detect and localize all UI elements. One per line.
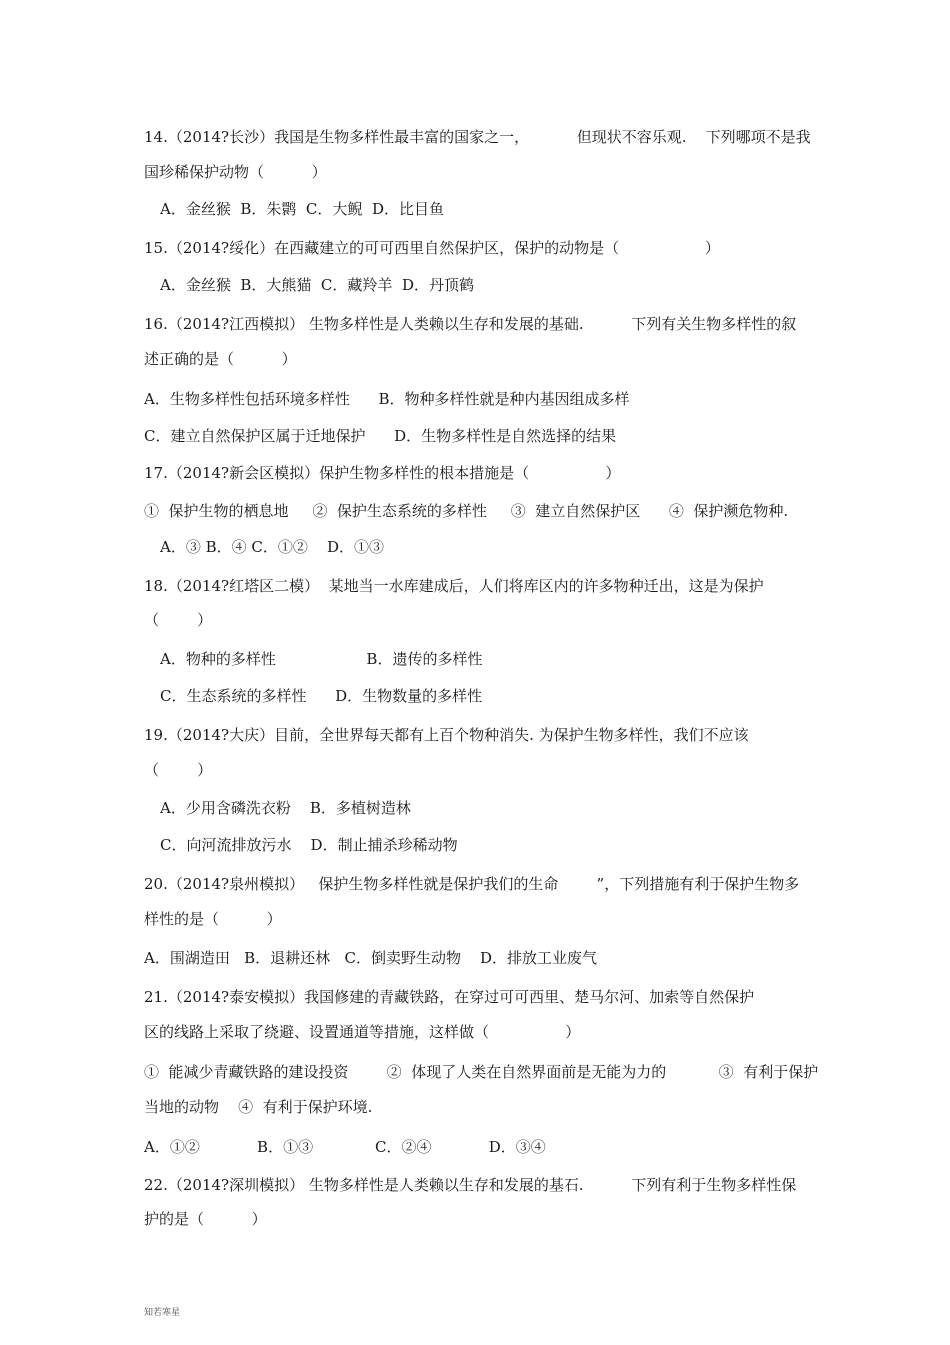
question-21-statements-2: 当地的动物 ④ 有利于保护环境.: [144, 1098, 373, 1116]
question-21-options: A．①② B．①③ C．②④ D．③④: [144, 1138, 546, 1156]
question-19-options-cd: C．向河流排放污水 D．制止捕杀珍稀动物: [160, 836, 458, 854]
question-20-line-2: 样性的是（ ）: [144, 910, 282, 928]
question-14-options: A．金丝猴 B．朱鹮 C．大鲵 D．比目鱼: [160, 200, 444, 218]
question-20-options: A．围湖造田 B．退耕还林 C．倒卖野生动物 D．排放工业废气: [144, 949, 598, 967]
question-18-options-ab: A．物种的多样性 B．遗传的多样性: [160, 650, 483, 668]
question-18-line-2: （ ）: [144, 611, 213, 629]
question-14-line-1: 14.（2014?长沙）我国是生物多样性最丰富的国家之一， 但现状不容乐观. 下列哪项不是我: [144, 128, 811, 146]
question-16-options-cd: C．建立自然保护区属于迁地保护 D．生物多样性是自然选择的结果: [144, 427, 617, 445]
question-17-line-1: 17.（2014?新会区模拟）保护生物多样性的根本措施是（ ）: [144, 464, 621, 482]
question-17-statements: ① 保护生物的栖息地 ② 保护生态系统的多样性 ③ 建立自然保护区 ④ 保护濒危物种.: [144, 502, 789, 520]
question-19-line-1: 19.（2014?大庆）目前，全世界每天都有上百个物种消失. 为保护生物多样性，我们不应该: [144, 726, 749, 744]
question-18-line-1: 18.（2014?红塔区二模） 某地当一水库建成后，人们将库区内的许多物种迁出，这是为保护: [144, 577, 764, 595]
question-16-options-ab: A．生物多样性包括环境多样性 B．物种多样性就是种内基因组成多样: [144, 390, 630, 408]
question-22-line-2: 护的是（ ）: [144, 1210, 267, 1228]
question-21-statements-1: ① 能减少青藏铁路的建设投资 ② 体现了人类在自然界面前是无能为力的 ③ 有利于保护: [144, 1063, 819, 1081]
page-footer: 知若寒星: [144, 1308, 181, 1318]
question-19-options-ab: A．少用含磷洗衣粉 B．多植树造林: [160, 799, 411, 817]
question-15-options: A．金丝猴 B．大熊猫 C．藏羚羊 D．丹顶鹤: [160, 276, 474, 294]
question-22-line-1: 22.（2014?深圳模拟） 生物多样性是人类赖以生存和发展的基石. 下列有利于生物多样性保: [144, 1176, 797, 1194]
question-21-line-1: 21.（2014?泰安模拟）我国修建的青藏铁路，在穿过可可西里、楚马尔河、加索等自然保护: [144, 988, 755, 1006]
question-19-line-2: （ ）: [144, 761, 213, 779]
question-16-line-1: 16.（2014?江西模拟） 生物多样性是人类赖以生存和发展的基础. 下列有关生物多样性的叙: [144, 315, 797, 333]
question-17-options: A．③ B．④ C．①② D．①③: [160, 538, 384, 556]
question-21-line-2: 区的线路上采取了绕避、设置通道等措施，这样做（ ）: [144, 1023, 581, 1041]
question-16-line-2: 述正确的是（ ）: [144, 350, 297, 368]
question-14-line-2: 国珍稀保护动物（ ）: [144, 163, 327, 181]
question-20-line-1: 20.（2014?泉州模拟） 保护生物多样性就是保护我们的生命 ”，下列措施有利于保护生物多: [144, 875, 800, 893]
question-15-line-1: 15.（2014?绥化）在西藏建立的可可西里自然保护区，保护的动物是（ ）: [144, 239, 720, 257]
question-18-options-cd: C．生态系统的多样性 D．生物数量的多样性: [160, 687, 483, 705]
